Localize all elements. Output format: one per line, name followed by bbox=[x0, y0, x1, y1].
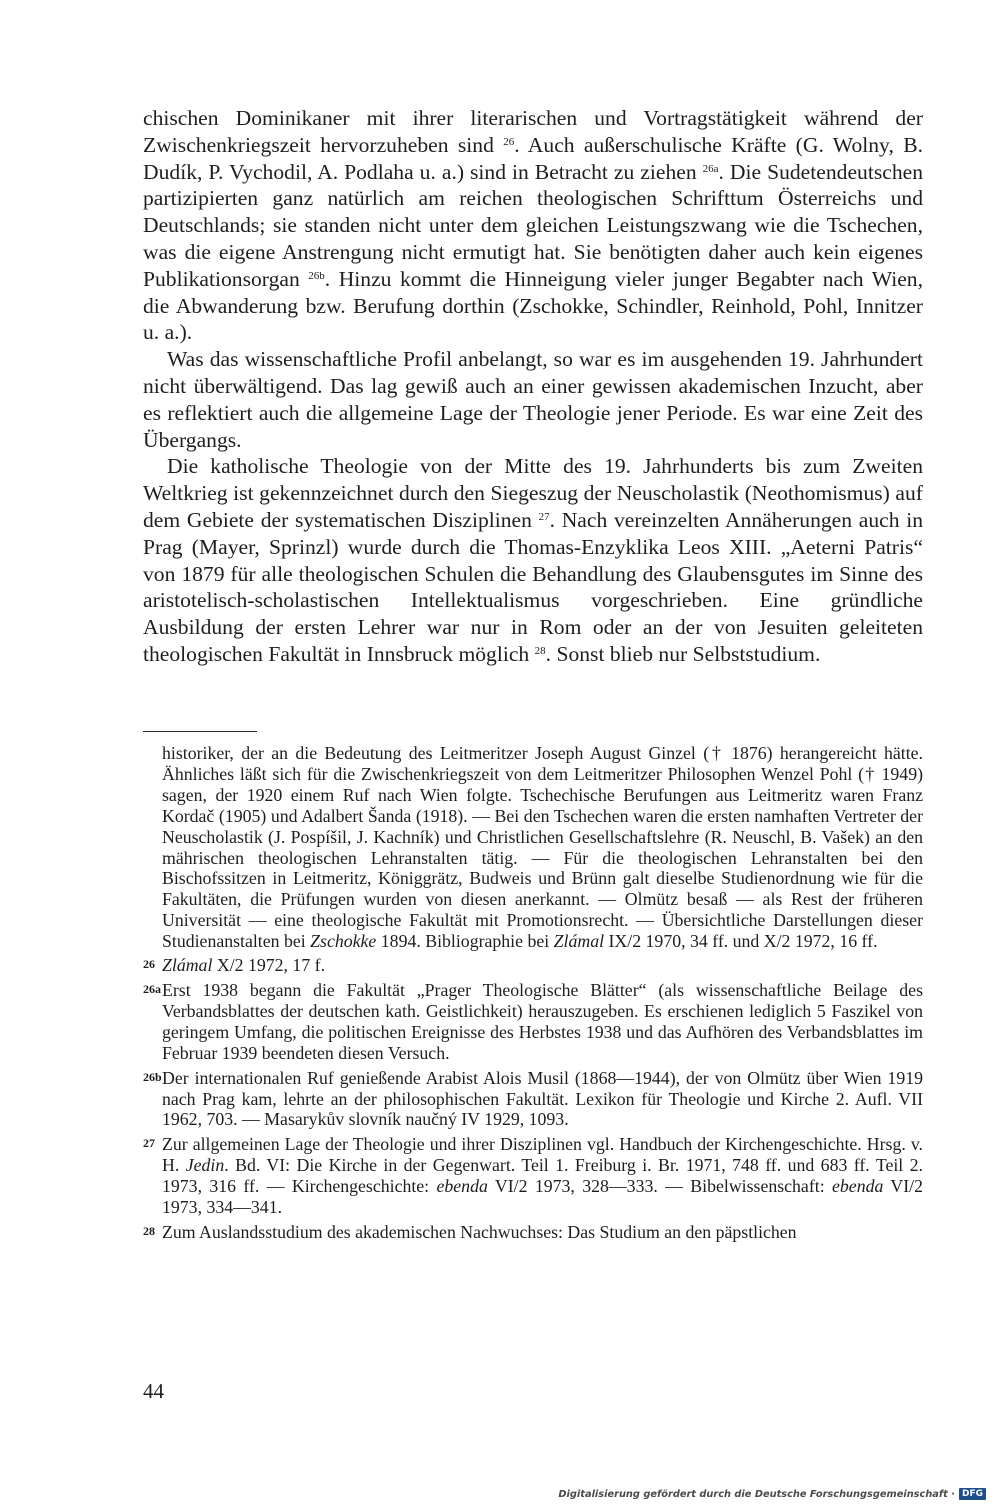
text-run: X/2 1972, 17 f. bbox=[216, 955, 326, 976]
page-number: 44 bbox=[143, 1379, 164, 1403]
footnotes bbox=[143, 743, 923, 1247]
text-run: Die katholische Theologie von der Mitte des 19. Jahrhunderts bis zum Zweiten Weltkrieg ist gekennzeichnet durch den Siegeszug der Neuscholastik (Neothomismus) auf dem Gebiete der systematischen Disziplinen bbox=[143, 454, 923, 532]
author-name: Zschokke bbox=[310, 931, 377, 952]
author-name: Jedin bbox=[185, 1155, 225, 1176]
text-run: Zum Auslandsstudium des akademischen Nachwuchses: Das Studium an den päpstlichen bbox=[162, 1221, 797, 1242]
paragraph-2: Was das wissenschaftliche Profil anbelangt, so war es im ausgehenden 19. Jahrhundert nicht überwältigend. Das lag gewiß auch an einer gewissen akademischen Inzucht, aber es reflektiert auch die allgemeine Lage der Theologie jener Periode. Es war eine Zeit des Übergangs. bbox=[143, 347, 923, 452]
footnote-26a bbox=[143, 980, 923, 1064]
paragraph-3 bbox=[143, 453, 923, 667]
paragraph-1 bbox=[143, 105, 923, 346]
footnote-number: 26a bbox=[143, 981, 161, 996]
text-run: . Die Sudetendeutschen partizipierten ganz natürlich am reichen theologischen Schrifttum Österreichs und Deutschlands; sie standen nicht unter dem gleichen Leistungszwang wie die Tschechen, was die eigene Anstrengung nicht ermutigt hat. Sie benötigten daher auch kein eigenes Publikationsorgan bbox=[143, 159, 923, 291]
text-run: IX/2 1970, 34 ff. und X/2 1972, 16 ff. bbox=[608, 931, 878, 952]
digitization-credit bbox=[558, 1487, 986, 1501]
footnote-26b bbox=[143, 1068, 923, 1131]
text-run: 1894. Bibliographie bei bbox=[380, 931, 550, 952]
dfg-logo-icon: DFG bbox=[959, 1488, 986, 1500]
text-run: Zur allgemeinen Lage der Theologie und ihrer Disziplinen vgl. Handbuch der Kirchengeschichte. Hrsg. v. H. bbox=[162, 1134, 923, 1176]
text-run: VI/2 1973, 334—341. bbox=[162, 1176, 924, 1218]
digitization-text: Digitalisierung gefördert durch die Deutsche Forschungsgemeinschaft · bbox=[558, 1488, 955, 1500]
text-run: Der internationalen Ruf genießende Arabist Alois Musil (1868—1944), der von Olmütz über Wien 1919 nach Prag kam, lehrte an der philosophischen Fakultät. Lexikon für Theologie und Kirche 2. Aufl. VII 1962, 703. — Masarykův slovník naučný IV 1929, 1093. bbox=[162, 1067, 923, 1130]
footnote-continuation bbox=[143, 743, 923, 952]
text-run: Erst 1938 begann die Fakultät „Prager Theologische Blätter“ (als wissenschaftliche Beilage des Verbandsblattes der deutschen kath. Geistlichkeit) herauszugeben. Es erschienen lediglich 5 Faszikel von geringem Umfang, die politischen Ereignisse des Herbstes 1938 und das Aufhören des Verbandsblattes im Februar 1939 beendeten diesen Versuch. bbox=[162, 979, 923, 1063]
footnote-ref-27[interactable]: 27 bbox=[538, 510, 550, 523]
text-run: VI/2 1973, 328—333. — Bibelwissenschaft: bbox=[494, 1176, 825, 1197]
footnote-number: 26b bbox=[143, 1069, 162, 1084]
footnote-28 bbox=[143, 1222, 923, 1243]
text-run: . Sonst blieb nur Selbststudium. bbox=[545, 641, 821, 666]
ebenda-ref: ebenda bbox=[832, 1176, 884, 1197]
footnote-ref-26[interactable]: 26 bbox=[503, 135, 515, 148]
text-run: . Bd. VI: Die Kirche in der Gegenwart. Teil 1. Freiburg i. Br. 1971, 748 ff. und 683 ff. Teil 2. 1973, 316 ff. — Kirchengeschichte: bbox=[162, 1155, 923, 1197]
footnote-number: 28 bbox=[143, 1223, 155, 1238]
ebenda-ref: ebenda bbox=[436, 1176, 488, 1197]
footnote-ref-28[interactable]: 28 bbox=[534, 644, 546, 657]
author-name: Zlámal bbox=[553, 931, 605, 952]
text-run: chischen Dominikaner mit ihrer literarischen und Vortragstätigkeit während der Zwischenkriegszeit hervorzuheben sind bbox=[143, 106, 923, 157]
footnote-27 bbox=[143, 1134, 923, 1218]
text-run: historiker, der an die Bedeutung des Leitmeritzer Joseph August Ginzel († 1876) herangereicht hätte. Ähnliches läßt sich für die Zwischenkriegszeit von dem Leitmeritzer Philosophen Wenzel Pohl († 1949) sagen, der 1920 einem Ruf nach Wien folgte. Tschechische Berufungen aus Leitmeritz waren Franz Kordač (1905) und Adalbert Šanda (1918). — Bei den Tschechen waren die ersten namhaften Vertreter der Neuscholastik (J. Pospíšil, J. Kachník) und Christlichen Gesellschaftslehre (R. Neuschl, B. Vašek) an den mährischen theologischen Lehranstalten tätig. — Für die theologischen Lehranstalten bei den Bischofssitzen in Leitmeritz, Königgrätz, Budweis und Brünn galt dieselbe Studienordnung wie für die Fakultäten, die Prüfungen wurden von diesen anerkannt. — Olmütz besaß — als Rest der früheren Universität — eine theologische Fakultät mit Promotionsrecht. — Übersichtliche Darstellungen dieser Studienanstalten bei bbox=[162, 743, 923, 952]
footnote-ref-26a[interactable]: 26a bbox=[702, 162, 719, 175]
footnote-ref-26b[interactable]: 26b bbox=[308, 269, 325, 282]
main-text bbox=[143, 105, 923, 668]
footnote-number: 27 bbox=[143, 1136, 155, 1151]
footnote-separator bbox=[143, 731, 257, 732]
text-run: . Nach vereinzelten Annäherungen auch in Prag (Mayer, Sprinzl) wurde durch die Thomas-Enzyklika Leos XIII. „Aeterni Patris“ von 1879 für alle theologischen Schulen die Behandlung des Glaubensgutes im Sinne des aristotelisch-scholastischen Intellektualismus vorgeschrieben. Eine gründliche Ausbildung der ersten Lehrer war nur in Rom oder an der von Jesuiten geleiteten theologischen Fakultät in Innsbruck möglich bbox=[143, 507, 923, 666]
author-name: Zlámal bbox=[162, 955, 213, 976]
text-run: . Auch außerschulische Kräfte (G. Wolny, B. Dudík, P. Vychodil, A. Podlaha u. a.) sind in Betracht zu ziehen bbox=[143, 132, 923, 184]
text-run: . Hinzu kommt die Hinneigung vieler junger Begabter nach Wien, die Abwanderung bzw. Berufung dorthin (Zschokke, Schindler, Reinhold, Pohl, Innitzer u. a.). bbox=[143, 266, 923, 345]
footnote-number: 26 bbox=[143, 957, 155, 972]
footnote-26 bbox=[143, 955, 923, 976]
